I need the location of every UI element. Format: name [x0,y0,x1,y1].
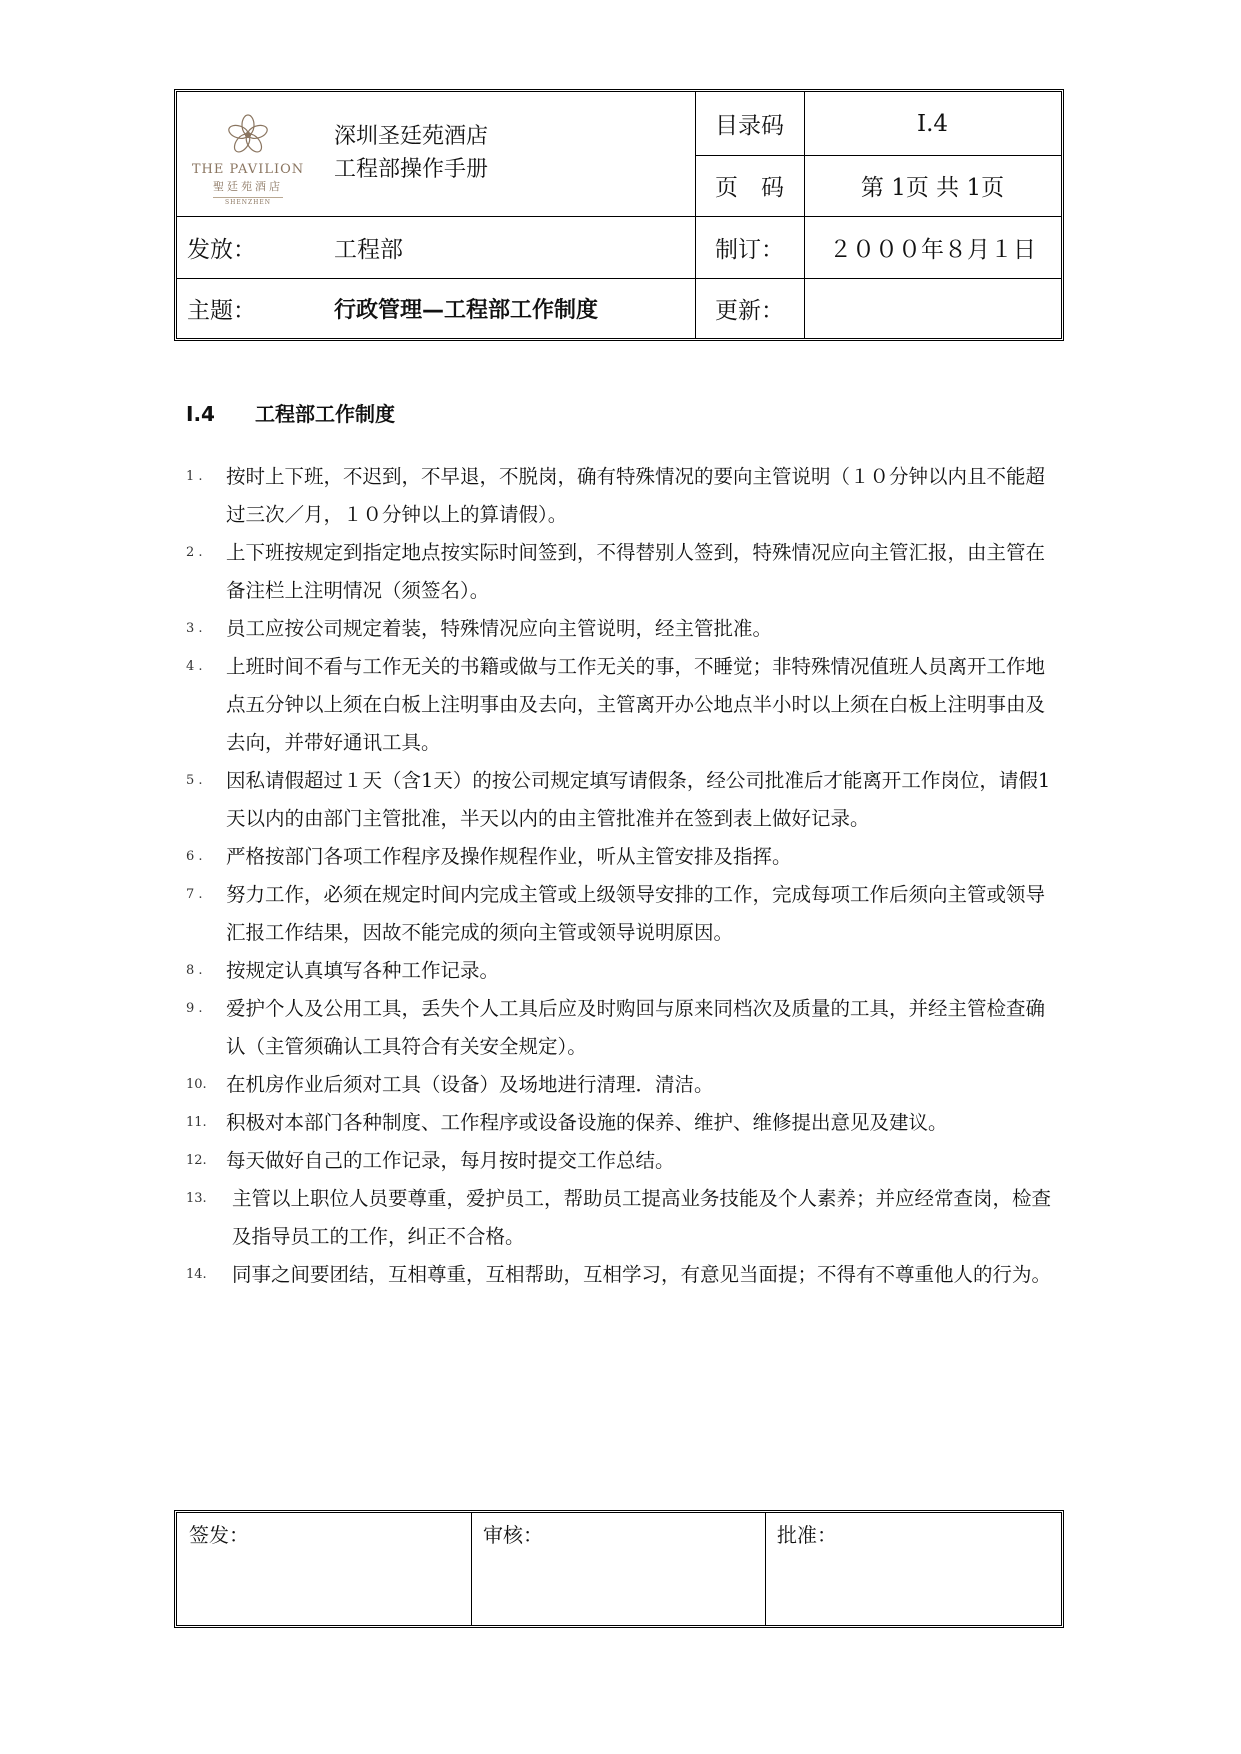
list-item [186,610,1056,648]
item-number: 9 . [186,1001,203,1016]
item-number: 10. [186,1077,207,1092]
list-item [186,1104,1056,1142]
signature-table [174,1510,1064,1628]
item-number: 7 . [186,887,203,902]
page-value: 第 1页 共 1页 [860,175,1005,201]
item-number: 5 . [186,773,203,788]
list-item [186,1180,1056,1256]
item-number: 3 . [186,621,203,636]
revise-value: ２０００年８月１日 [829,236,1036,263]
sign-label: 签发： [189,1523,249,1547]
list-item [186,1256,1056,1294]
list-item [186,1066,1056,1104]
item-number: 13. [186,1191,207,1206]
item-text: 努力工作，必须在规定时间内完成主管或上级领导安排的工作，完成每项工作后须向主管或领导汇报工作结果，因故不能完成的须向主管或领导说明原因。 [226,883,1046,944]
item-text: 上下班按规定到指定地点按实际时间签到，不得替别人签到，特殊情况应向主管汇报，由主管在备注栏上注明情况（须签名）。 [226,541,1046,602]
update-label: 更新： [715,297,784,324]
list-item [186,838,1056,876]
header-table [174,89,1064,341]
rules-list [186,458,1056,1294]
review-label: 审核： [483,1523,543,1547]
item-text: 按规定认真填写各种工作记录。 [226,959,500,982]
item-text: 严格按部门各项工作程序及操作规程作业，听从主管安排及指挥。 [226,845,792,868]
item-text: 同事之间要团结，互相尊重，互相帮助，互相学习，有意见当面提；不得有不尊重他人的行为。 [232,1263,1052,1286]
issue-value: 工程部 [334,236,403,263]
list-item [186,458,1056,534]
hotel-title-block [334,120,488,186]
item-number: 14. [186,1267,207,1282]
list-item [186,648,1056,762]
section-heading: 工程部工作制度 [254,402,395,426]
list-item [186,990,1056,1066]
item-number: 6 . [186,849,203,864]
item-text: 上班时间不看与工作无关的书籍或做与工作无关的事，不睡觉；非特殊情况值班人员离开工作地点五分钟以上须在白板上注明事由及去向，主管离开办公地点半小时以上须在白板上注明事由及去向，并带好通讯工具。 [226,655,1046,754]
item-number: 1 . [186,469,203,484]
hotel-logo [185,114,311,206]
list-item [186,876,1056,952]
section-title [186,398,395,427]
logo-chinese: 聖廷苑酒店 [213,180,283,193]
page-label: 页 码 [715,175,784,201]
subject-label: 主题： [187,297,256,324]
logo-english: THE PAVILION [191,162,305,177]
update-value [804,278,1061,338]
item-text: 在机房作业后须对工具（设备）及场地进行清理．清洁。 [226,1073,714,1096]
item-text: 因私请假超过１天（含1天）的按公司规定填写请假条，经公司批准后才能离开工作岗位，请假1天以内的由部门主管批准，半天以内的由主管批准并在签到表上做好记录。 [226,769,1051,830]
item-text: 积极对本部门各种制度、工作程序或设备设施的保养、维护、维修提出意见及建议。 [226,1111,948,1134]
section-number: I.4 [186,402,215,426]
list-item [186,762,1056,838]
item-text: 按时上下班，不迟到，不早退，不脱岗，确有特殊情况的要向主管说明（１０分钟以内且不能超过三次／月，１０分钟以上的算请假）。 [226,465,1046,526]
list-item [186,952,1056,990]
catalog-value: I.4 [916,110,949,137]
item-number: 8 . [186,963,203,978]
item-number: 12. [186,1153,207,1168]
footer-divider [471,1513,472,1625]
hotel-name: 深圳圣廷苑酒店 [334,124,489,149]
manual-name: 工程部操作手册 [334,157,489,182]
footer-divider [765,1513,766,1625]
item-text: 主管以上职位人员要尊重，爱护员工，帮助员工提高业务技能及个人素养；并应经常查岗，检查及指导员工的工作，纠正不合格。 [232,1187,1052,1248]
item-text: 每天做好自己的工作记录，每月按时提交工作总结。 [226,1149,675,1172]
logo-city: SHENZHEN [213,197,283,206]
approve-label: 批准： [777,1523,837,1547]
item-number: 11. [186,1115,207,1130]
revise-label: 制订： [715,236,784,263]
catalog-label: 目录码 [715,113,784,139]
subject-value: 行政管理—工程部工作制度 [334,297,599,323]
flower-logo-icon [226,114,270,154]
item-text: 员工应按公司规定着装，特殊情况应向主管说明，经主管批准。 [226,617,773,640]
item-number: 4 . [186,659,203,674]
list-item [186,1142,1056,1180]
item-text: 爱护个人及公用工具，丢失个人工具后应及时购回与原来同档次及质量的工具，并经主管检查确认（主管须确认工具符合有关安全规定）。 [226,997,1046,1058]
list-item [186,534,1056,610]
item-number: 2 . [186,545,203,560]
issue-label: 发放： [187,236,256,263]
